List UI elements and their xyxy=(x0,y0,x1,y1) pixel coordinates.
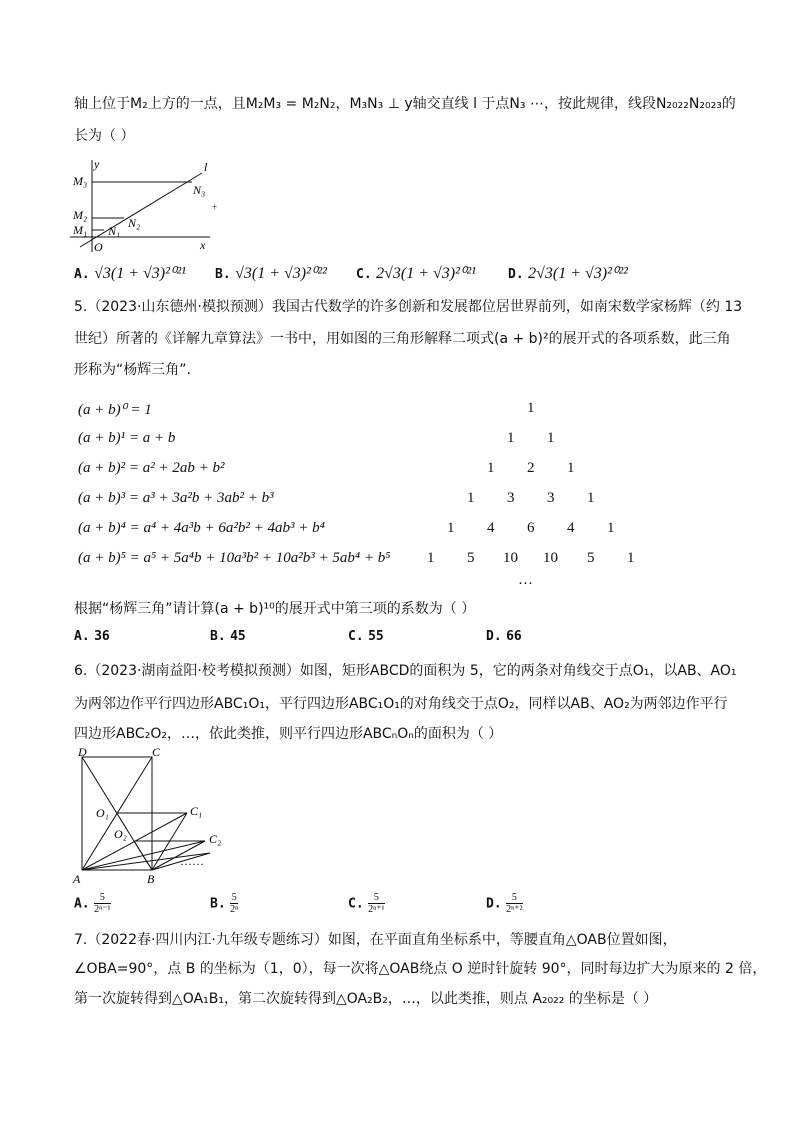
triangle-coefficient: 6 xyxy=(527,520,535,536)
binomial-formula: (a + b)² = a² + 2ab + b² xyxy=(78,460,225,476)
q5-question: 根据“杨辉三角”请计算(a + b)¹⁰的展开式中第三项的系数为（ ） xyxy=(74,601,476,617)
triangle-coefficient: 1 xyxy=(587,490,595,506)
q4-text-line: 长为（ ） xyxy=(74,128,135,144)
triangle-coefficient: 10 xyxy=(503,550,518,566)
binomial-formula: (a + b)⁴ = a⁴ + 4a³b + 6a²b² + 4ab³ + b⁴ xyxy=(78,520,325,536)
q5-option-b[interactable]: B. 45 xyxy=(210,629,246,644)
triangle-coefficient: 1 xyxy=(427,550,435,566)
line-l-label: l xyxy=(204,160,208,174)
point-a-label: A xyxy=(73,872,81,885)
n2-label: N₂ xyxy=(128,216,141,230)
triangle-coefficient: 1 xyxy=(607,520,615,536)
binomial-formula: (a + b)⁰ = 1 xyxy=(78,402,152,418)
m2-label: M₂ xyxy=(73,208,88,222)
triangle-coefficient: 2 xyxy=(527,460,535,476)
x-axis-label: x xyxy=(200,238,206,252)
origin-label: O xyxy=(94,240,103,254)
triangle-coefficient: 1 xyxy=(547,430,555,446)
triangle-coefficient: 1 xyxy=(527,400,535,416)
q5-option-c[interactable]: C. 55 xyxy=(348,629,384,644)
q4-option-b[interactable]: B. √3(1 + √3)²⁰²² xyxy=(215,265,327,282)
triangle-coefficient: 5 xyxy=(587,550,595,566)
q6-option-d[interactable]: D. $\frac{5}{\text{2ⁿ⁺²}}$ xyxy=(486,892,523,915)
point-c2-label: C₂ xyxy=(209,832,222,846)
triangle-coefficient: 4 xyxy=(487,520,495,536)
q6-text-line: 6.（2023·湖南益阳·校考模拟预测）如图，矩形ABCD的面积为 5，它的两条对角线交于点O₁，以AB、AO₁ xyxy=(74,663,737,679)
y-axis-label: y xyxy=(94,157,100,171)
triangle-ellipsis: … xyxy=(518,572,533,588)
q5-text-line: 世纪）所著的《详解九章算法》一书中，用如图的三角形解释二项式(a + b)²的展开式的各项系数，此三角 xyxy=(74,331,731,347)
triangle-coefficient: 1 xyxy=(627,550,635,566)
triangle-coefficient: 3 xyxy=(547,490,555,506)
q6-text-line: 四边形ABC₂O₂，…，依此类推，则平行四边形ABCₙOₙ的面积为（ ） xyxy=(74,726,503,742)
triangle-coefficient: 3 xyxy=(507,490,515,506)
q7-text-line: ∠OBA=90°，点 B 的坐标为（1，0），每一次将△OAB绕点 O 逆时针旋转 90°，同时每边扩大为原来的 2 倍， xyxy=(74,961,767,977)
triangle-coefficient: 1 xyxy=(467,490,475,506)
m1-label: M₁ xyxy=(73,223,88,237)
q4-option-a[interactable]: A. √3(1 + √3)²⁰²¹ xyxy=(74,265,186,282)
point-d-label: D xyxy=(78,745,87,759)
q6-figure xyxy=(70,745,240,885)
point-o2-label: O₂ xyxy=(114,827,127,841)
q6-option-b[interactable]: B. $\frac{5}{\text{2ⁿ}}$ xyxy=(210,892,239,915)
binomial-formula: (a + b)⁵ = a⁵ + 5a⁴b + 10a³b² + 10a²b³ + 5ab⁴ + b⁵ xyxy=(78,550,391,566)
point-b-label: B xyxy=(147,872,155,885)
q7-text-line: 7.（2022春·四川内江·九年级专题练习）如图，在平面直角坐标系中，等腰直角△OAB位置如图， xyxy=(74,932,677,948)
q5-text-line: 5.（2023·山东德州·模拟预测）我国古代数学的许多创新和发展都位居世界前列，如南宋数学家杨辉（约 13 xyxy=(74,299,743,315)
triangle-coefficient: 5 xyxy=(467,550,475,566)
q4-figure xyxy=(70,155,230,255)
triangle-coefficient: 10 xyxy=(543,550,558,566)
n1-label: N₁ xyxy=(108,224,121,238)
svg-text:+: + xyxy=(212,202,218,212)
q6-text-line: 为两邻边作平行四边形ABC₁O₁，平行四边形ABC₁O₁的对角线交于点O₂，同样以AB、AO₂为两邻边作平行 xyxy=(74,696,728,712)
q4-option-c[interactable]: C. 2√3(1 + √3)²⁰²¹ xyxy=(356,265,476,282)
q4-option-d[interactable]: D. 2√3(1 + √3)²⁰²² xyxy=(508,265,628,282)
point-o1-label: O₁ xyxy=(96,806,109,820)
triangle-coefficient: 1 xyxy=(507,430,515,446)
q5-option-a[interactable]: A. 36 xyxy=(74,629,110,644)
q5-text-line: 形称为“杨辉三角”. xyxy=(74,362,191,378)
q4-text-line: 轴上位于M₂上方的一点，且M₂M₃ = M₂N₂，M₃N₃ ⊥ y轴交直线 l 于点N₃ ⋯，按此规律，线段N₂₀₂₂N₂₀₂₃的 xyxy=(74,96,736,112)
triangle-coefficient: 1 xyxy=(487,460,495,476)
q5-option-d[interactable]: D. 66 xyxy=(486,629,522,644)
q7-text-line: 第一次旋转得到△OA₁B₁，第二次旋转得到△OA₂B₂，…，以此类推，则点 A₂₀₂₂ 的坐标是（ ） xyxy=(74,991,658,1007)
m3-label: M₃ xyxy=(73,174,88,188)
triangle-coefficient: 1 xyxy=(447,520,455,536)
triangle-coefficient: 1 xyxy=(567,460,575,476)
figure-ellipsis: …… xyxy=(180,854,204,868)
q6-option-a[interactable]: A. $\frac{5}{\text{2ⁿ⁻¹}}$ xyxy=(74,892,111,915)
point-c-label: C xyxy=(152,745,161,759)
triangle-coefficient: 4 xyxy=(567,520,575,536)
n3-label: N₃ xyxy=(193,183,206,197)
point-c1-label: C₁ xyxy=(190,804,203,818)
binomial-formula: (a + b)¹ = a + b xyxy=(78,430,176,446)
q6-option-c[interactable]: C. $\frac{5}{\text{2ⁿ⁺¹}}$ xyxy=(348,892,385,915)
binomial-formula: (a + b)³ = a³ + 3a²b + 3ab² + b³ xyxy=(78,490,274,506)
